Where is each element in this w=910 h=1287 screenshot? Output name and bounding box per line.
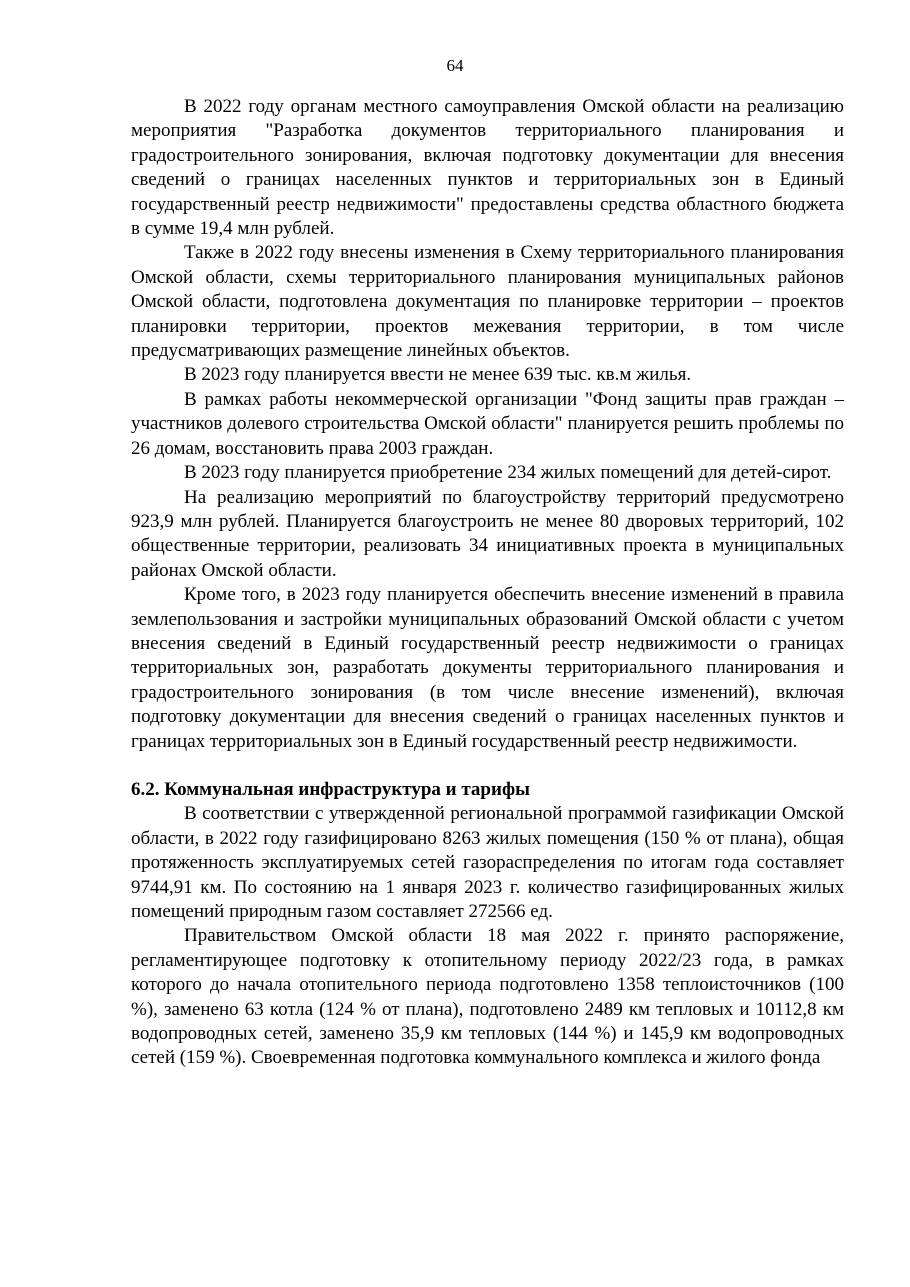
paragraph-landscaping: На реализацию мероприятий по благоустройству территорий предусмотрено 923,9 млн рублей. Планируется благоустроить не менее 80 дворовых территорий, 102 общественные территории, реализовать 34 инициативных проекта в муниципальных районах Омской области. (131, 486, 844, 581)
paragraph-zoning-rules: Кроме того, в 2023 году планируется обеспечить внесение изменений в правила землепользования и застройки муниципальных образований Омской области с учетом внесения сведений в Единый государственный реестр недвижимости о границах территориальных зон, разработать документы территориального планирования и градостроительного зонирования (в том числе внесение изменений), включая подготовку документации для внесения сведений о границах населенных пунктов и границах территориальных зон в Единый государственный реестр недвижимости. (131, 584, 844, 752)
paragraph-territorial-planning-changes: Также в 2022 году внесены изменения в Схему территориального планирования Омской области, схемы территориального планирования муниципальных районов Омской области, подготовлена документация по планировке территории – проектов планировки территории, проектов межевания территории, в том числе предусматривающих размещение линейных объектов. (131, 242, 844, 362)
paragraph-housing-commissioning: В 2023 году планируется ввести не менее 639 тыс. кв.м жилья. (184, 364, 692, 386)
paragraph-heating-season: Правительством Омской области 18 мая 2022 г. принято распоряжение, регламентирующее подготовку к отопительному периоду 2022/23 года, в рамках которого до начала отопительного периода подготовлено 1358 теплоисточников (100 %), заменено 63 котла (124 % от плана), подготовлено 2489 км тепловых и 10112,8 км водопроводных сетей, заменено 35,9 км тепловых (144 %) и 145,9 км водопроводных сетей (159 %). Своевременная подготовка коммунального комплекса и жилого фонда (131, 925, 844, 1069)
paragraph-orphan-housing: В 2023 году планируется приобретение 234 жилых помещений для детей-сирот. (184, 462, 832, 484)
paragraph-territorial-planning-funding: В 2022 году органам местного самоуправления Омской области на реализацию мероприятия "Разработка документов территориального планирования и градостроительного зонирования, включая подготовку документации для внесения сведений о границах населенных пунктов и территориальных зон в Единый государственный реестр недвижимости" предоставлены средства областного бюджета в сумме 19,4 млн рублей. (131, 96, 844, 240)
page-body (131, 95, 844, 1071)
page-number: 64 (446, 56, 464, 75)
paragraph-shared-construction-fund: В рамках работы некоммерческой организации "Фонд защиты прав граждан – участников долевого строительства Омской области" планируется решить проблемы по 26 домам, восстановить права 2003 граждан. (131, 388, 844, 459)
section-heading: 6.2. Коммунальная инфраструктура и тарифы (131, 778, 530, 800)
paragraph-gasification: В соответствии с утвержденной региональной программой газификации Омской области, в 2022 году газифицировано 8263 жилых помещения (150 % от плана), общая протяженность эксплуатируемых сетей газораспределения по итогам года составляет 9744,91 км. По состоянию на 1 января 2023 г. количество газифицированных жилых помещений природным газом составляет 272566 ед. (131, 803, 844, 922)
